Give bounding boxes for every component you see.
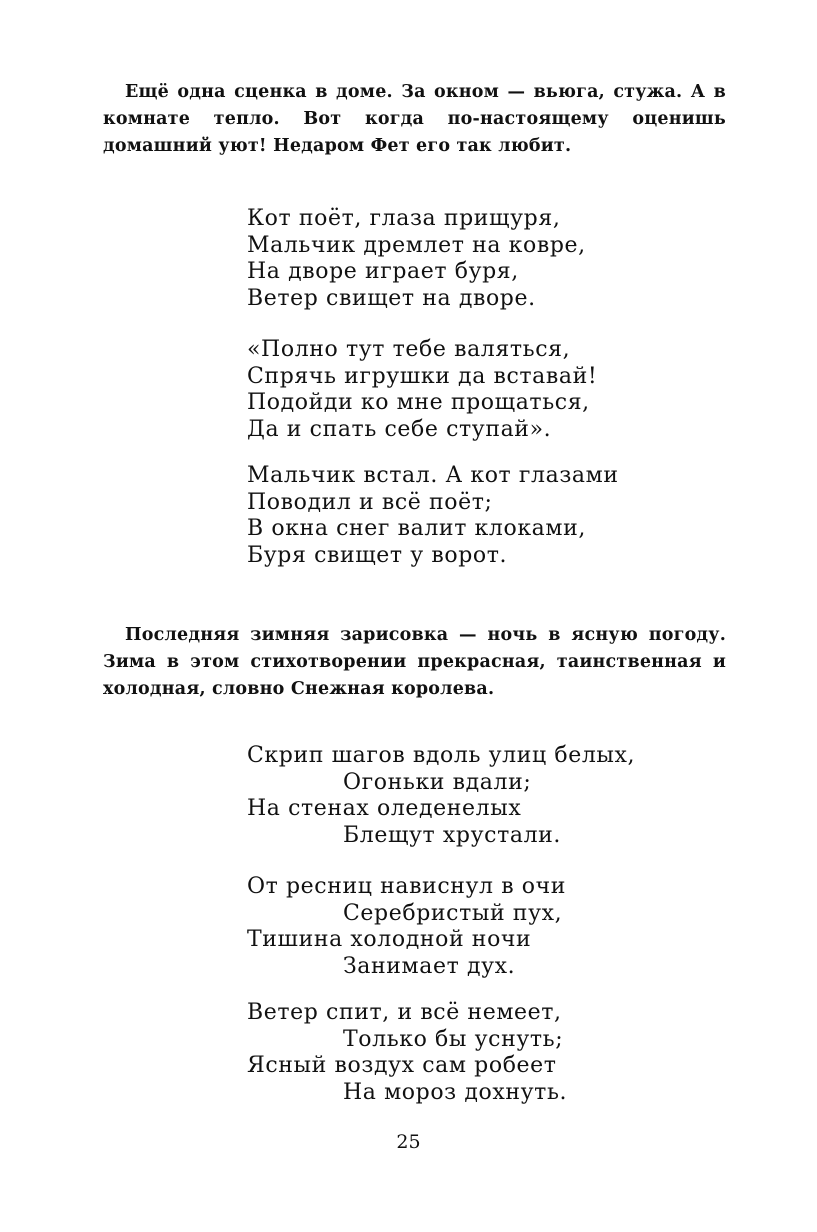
verse-line: Буря свищет у ворот. [247,542,508,568]
page-number: 25 [396,1131,421,1153]
intro-paragraph-1 [103,79,726,160]
paragraph-text: Последняя зимняя зарисовка — ночь в ясную погоду. Зима в этом стихотворении прекрасная, таинственная и холодная, словно Снежная королева. [103,625,726,699]
poem2-stanza-1 [247,743,635,849]
verse-line: Скрип шагов вдоль улиц белых, [247,743,636,768]
poem2-stanza-2 [247,874,566,980]
verse-line-indented: На мороз дохнуть. [343,1079,568,1105]
verse-line: Да и спать себе ступай». [247,416,552,442]
verse-line: Мальчик встал. А кот глазами [247,463,619,488]
verse-line: Ясный воздух сам робеет [247,1053,557,1078]
verse-line: В окна снег валит клоками, [247,516,586,541]
paragraph-text: Ещё одна сценка в доме. За окном — вьюга, стужа. А в комнате тепло. Вот когда по-настоящему оценишь домашний уют! Недаром Фет его так любит. [103,82,726,156]
verse-line: Кот поёт, глаза прищуря, [247,206,561,231]
intro-paragraph-2 [103,622,726,703]
verse-line: Поводил и всё поёт; [247,489,493,515]
verse-line: На дворе играет буря, [247,259,519,284]
verse-line-indented: Огоньки вдали; [343,769,532,795]
verse-line: Спрячь игрушки да вставай! [247,363,598,389]
poem1-stanza-3 [247,463,619,569]
verse-line: Мальчик дремлет на ковре, [247,232,586,258]
verse-line-indented: Блещут хрустали. [343,822,561,848]
verse-line-indented: Серебристый пух, [343,900,563,926]
verse-line: Тишина холодной ночи [247,927,532,952]
verse-line: Ветер свищет на дворе. [247,285,536,311]
verse-line: От ресниц нависнул в очи [247,874,567,899]
verse-line-indented: Только бы уснуть; [343,1026,564,1052]
poem2-stanza-3 [247,1000,567,1106]
verse-line: «Полно тут тебе валяться, [247,337,571,362]
poem1-stanza-2 [247,337,597,443]
verse-line: Ветер спит, и всё немеет, [247,1000,562,1025]
verse-line: Подойди ко мне прощаться, [247,390,590,415]
poem1-stanza-1 [247,206,586,312]
verse-line-indented: Занимает дух. [343,953,516,979]
verse-line: На стенах оледенелых [247,796,522,821]
